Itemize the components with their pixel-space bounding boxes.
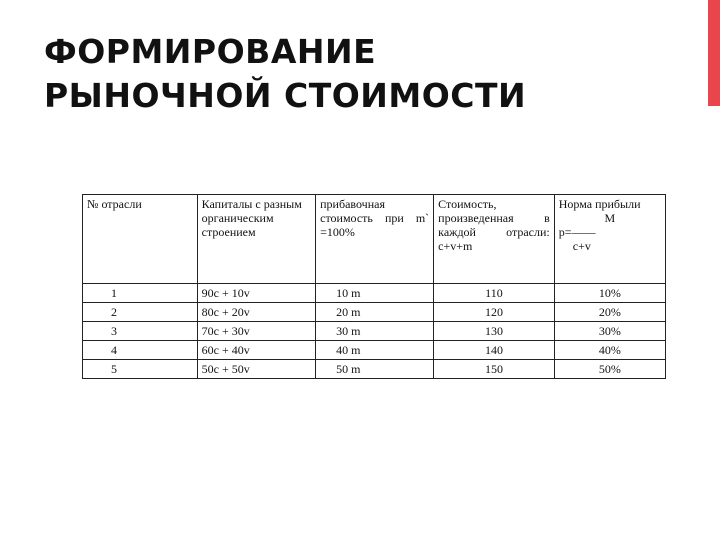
header-capital: Капиталы с разным органическим строением bbox=[197, 195, 315, 284]
accent-bar bbox=[708, 0, 720, 106]
cell-surplus: 10 m bbox=[316, 284, 434, 303]
profit-rate-denominator: c+v bbox=[572, 239, 591, 253]
cell-capital: 70c + 30v bbox=[197, 322, 315, 341]
cell-value: 110 bbox=[434, 284, 555, 303]
cell-value: 150 bbox=[434, 360, 555, 379]
table-row bbox=[83, 322, 666, 341]
table-row bbox=[83, 303, 666, 322]
cell-surplus: 50 m bbox=[316, 360, 434, 379]
cell-rate: 20% bbox=[554, 303, 665, 322]
cell-rate: 40% bbox=[554, 341, 665, 360]
cell-value: 130 bbox=[434, 322, 555, 341]
table-row bbox=[83, 360, 666, 379]
slide-title bbox=[44, 30, 684, 118]
cell-industry-number: 1 bbox=[83, 284, 198, 303]
slide-title-line-1: ФОРМИРОВАНИЕ bbox=[44, 32, 377, 71]
cell-industry-number: 2 bbox=[83, 303, 198, 322]
header-produced-value: Стоимость, произведенная в каждой отрасли: c+v+m bbox=[434, 195, 555, 284]
cell-industry-number: 4 bbox=[83, 341, 198, 360]
cell-capital: 90c + 10v bbox=[197, 284, 315, 303]
cell-rate: 50% bbox=[554, 360, 665, 379]
table-row bbox=[83, 341, 666, 360]
cell-rate: 10% bbox=[554, 284, 665, 303]
table-row bbox=[83, 284, 666, 303]
cell-capital: 60c + 40v bbox=[197, 341, 315, 360]
profit-rate-formula: p=—— bbox=[558, 225, 596, 239]
cell-capital: 50c + 50v bbox=[197, 360, 315, 379]
cell-industry-number: 3 bbox=[83, 322, 198, 341]
cell-value: 120 bbox=[434, 303, 555, 322]
cell-capital: 80c + 20v bbox=[197, 303, 315, 322]
header-industry-number: № отрасли bbox=[83, 195, 198, 284]
cell-surplus: 20 m bbox=[316, 303, 434, 322]
profit-rate-numerator: М bbox=[604, 211, 616, 225]
cell-industry-number: 5 bbox=[83, 360, 198, 379]
profit-rate-table bbox=[82, 194, 666, 379]
table-header-row bbox=[83, 195, 666, 284]
cell-surplus: 30 m bbox=[316, 322, 434, 341]
cell-value: 140 bbox=[434, 341, 555, 360]
cell-surplus: 40 m bbox=[316, 341, 434, 360]
cell-rate: 30% bbox=[554, 322, 665, 341]
header-surplus-value: прибавочная стоимость при m` =100% bbox=[316, 195, 434, 284]
profit-rate-title: Норма прибыли bbox=[558, 197, 641, 211]
slide-title-line-2: РЫНОЧНОЙ СТОИМОСТИ bbox=[44, 76, 527, 115]
header-profit-rate bbox=[554, 195, 665, 284]
